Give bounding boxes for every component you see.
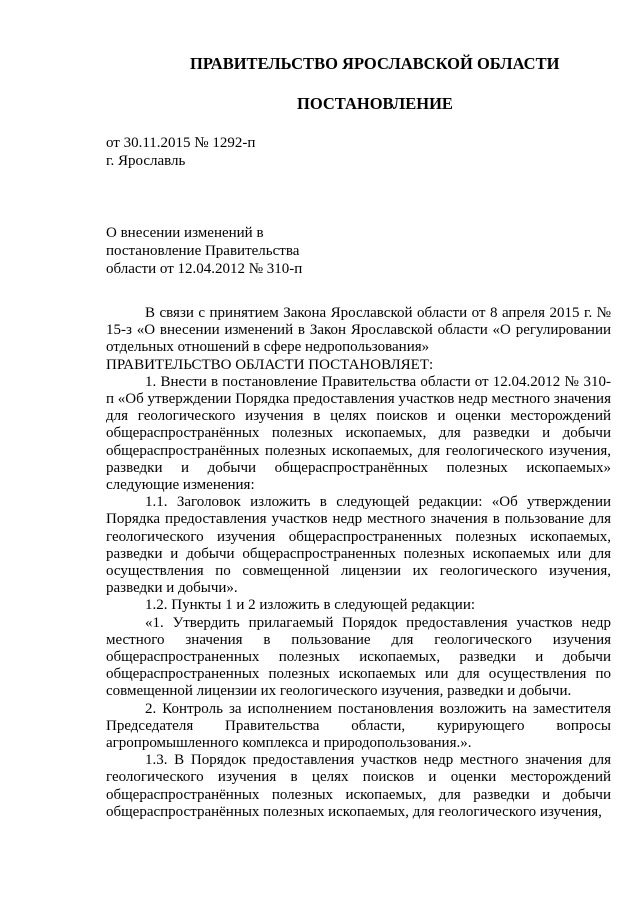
clause-1: 1. Внести в постановление Правительства области от 12.04.2012 № 310-п «Об утверждении Порядка предоставления участков недр местного значения для геологического изучения в целях поисков и оценки месторождений общераспространённых полезных ископаемых, для разведки и добычи общераспространённых полезных ископаемых, для геологического изучения, разведки и добычи общераспространённых полезных ископаемых» следующие изменения: xyxy=(106,373,611,494)
subject-line: области от 12.04.2012 № 310-п xyxy=(106,261,303,277)
organization-title: ПРАВИТЕЛЬСТВО ЯРОСЛАВСКОЙ ОБЛАСТИ xyxy=(190,54,560,73)
date-number: от 30.11.2015 № 1292-п xyxy=(106,135,256,151)
clause-1-3: 1.3. В Порядок предоставления участков недр местного значения для геологического изучения в целях поисков и оценки месторождений общераспространённых полезных ископаемых, для разведки и добычи общераспространённых полезных ископаемых, для геологического изучения, xyxy=(106,752,611,820)
clause-1-1: 1.1. Заголовок изложить в следующей редакции: «Об утверждении Порядка предоставления участков недр местного значения в пользование для геологического изучения общераспространенных полезных ископаемых, разведки и добычи общераспространенных полезных ископаемых или для осуществления по совмещенной лицензии их геологического изучения, разведки и добычи». xyxy=(106,494,611,597)
document-type-title: ПОСТАНОВЛЕНИЕ xyxy=(297,94,453,113)
clause-1-2-item-2: 2. Контроль за исполнением постановления возложить на заместителя Председателя Правительства области, курирующего вопросы агропромышленного комплекса и природопользования.». xyxy=(106,700,611,752)
resolves-line: ПРАВИТЕЛЬСТВО ОБЛАСТИ ПОСТАНОВЛЯЕТ: xyxy=(106,356,434,373)
document-body xyxy=(106,305,611,821)
clause-1-2-item-1: «1. Утвердить прилагаемый Порядок предоставления участков недр местного значения в пользование для геологического изучения общераспространенных полезных ископаемых, разведки и добычи общераспространенных полезных ископаемых или для осуществления по совмещенной лицензии их геологического изучения, разведки и добычи. xyxy=(106,614,611,700)
preamble-paragraph: В связи с принятием Закона Ярославской области от 8 апреля 2015 г. № 15-з «О внесении изменений в Закон Ярославской области «О регулировании отдельных отношений в сфере недропользования» xyxy=(106,305,611,356)
subject-line: постановление Правительства xyxy=(106,243,300,259)
document-subject xyxy=(106,224,302,278)
document-meta xyxy=(106,134,255,170)
city: г. Ярославль xyxy=(106,153,186,169)
clause-1-2: 1.2. Пункты 1 и 2 изложить в следующей редакции: xyxy=(145,597,476,614)
subject-line: О внесении изменений в xyxy=(106,225,264,241)
